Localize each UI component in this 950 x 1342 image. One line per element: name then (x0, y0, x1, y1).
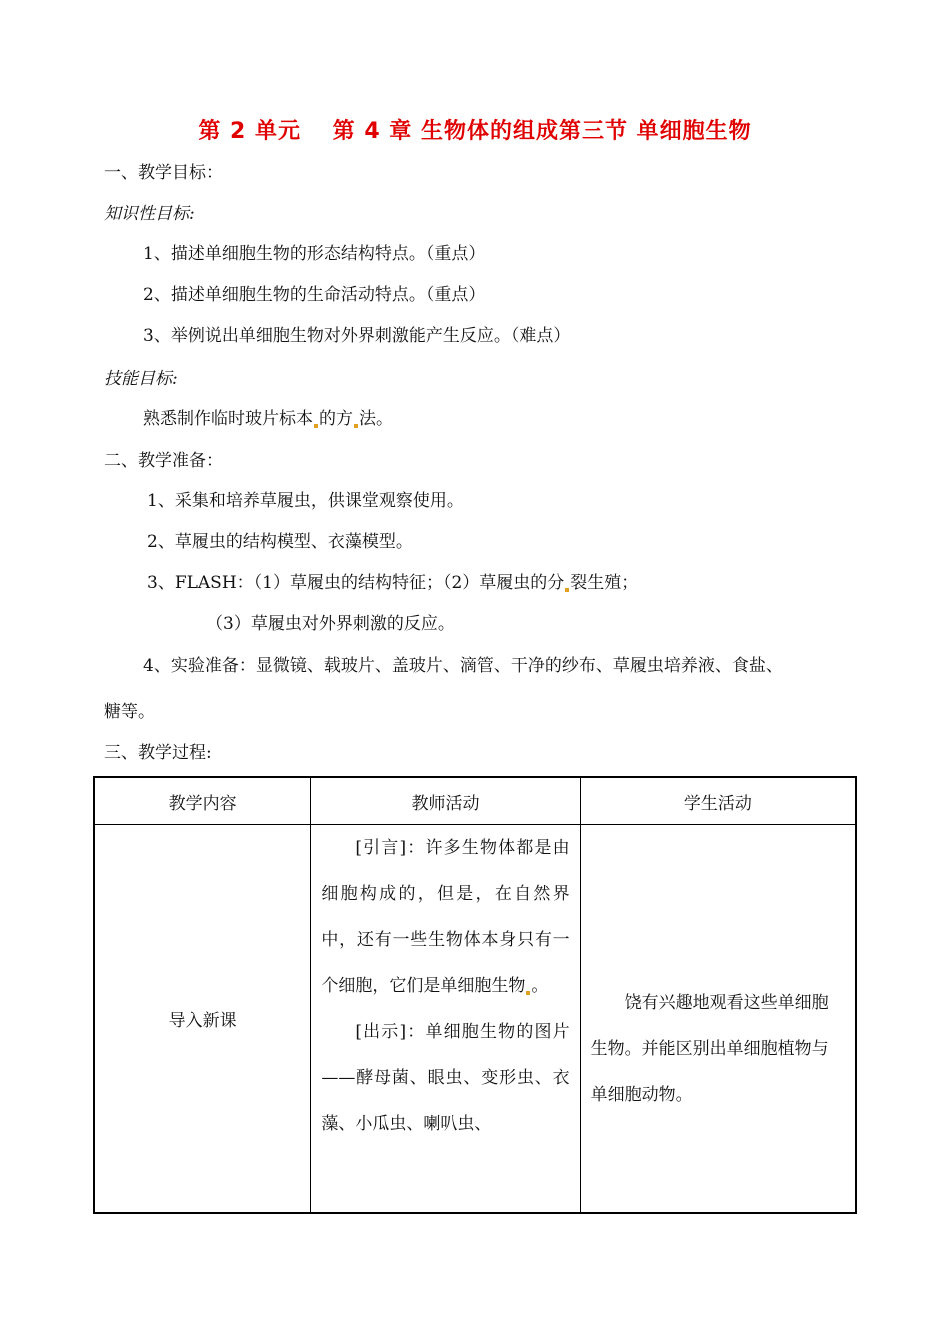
knowledge-item-1: 1、描述单细胞生物的形态结构特点。（重点） (143, 244, 486, 264)
prep-item-3-part-a: 3、FLASH：（1）草履虫的结构特征；（2）草履虫的分 (147, 573, 565, 593)
skill-item-part-c: 法。 (359, 409, 393, 429)
cell-teacher (311, 825, 580, 1214)
skill-item-part-a: 熟悉制作临时玻片标本 (143, 409, 313, 429)
table-row (94, 825, 856, 1214)
prep-item-4-line1: 4、实验准备：显微镜、载玻片、盖玻片、滴管、干净的纱布、草履虫培养液、食盐、 (143, 656, 783, 676)
skill-item (143, 408, 393, 430)
knowledge-item-3: 3、举例说出单细胞生物对外界刺激能产生反应。（难点） (143, 326, 571, 346)
cell-student (580, 825, 856, 1214)
teacher-paragraph-1 (321, 825, 569, 1009)
prep-item-4-line2: 糖等。 (104, 702, 155, 722)
prep-item-3-sub: （3）草履虫对外界刺激的反应。 (206, 614, 455, 634)
skill-goal-label: 技能目标: (104, 369, 178, 389)
header-teacher: 教师活动 (311, 777, 580, 825)
annotation-mark (354, 424, 358, 428)
knowledge-item-2: 2、描述单细胞生物的生命活动特点。（重点） (143, 285, 486, 305)
header-student: 学生活动 (580, 777, 856, 825)
teaching-process-table (93, 776, 857, 1214)
annotation-mark (526, 991, 530, 995)
section3-heading: 三、教学过程: (104, 743, 212, 763)
annotation-mark (565, 588, 569, 592)
header-content: 教学内容 (94, 777, 311, 825)
prep-item-2: 2、草履虫的结构模型、衣藻模型。 (147, 532, 413, 552)
teacher-text-1: [引言]：许多生物体都是由细胞构成的，但是，在自然界中，还有一些生物体本身只有一个细胞，它们是单细胞生物 (321, 838, 570, 996)
section2-heading: 二、教学准备： (104, 451, 223, 471)
student-paragraph: 饶有兴趣地观看这些单细胞生物。并能区别出单细胞植物与单细胞动物。 (590, 992, 829, 1105)
annotation-mark (314, 424, 318, 428)
cell-content: 导入新课 (94, 825, 311, 1214)
knowledge-goal-label: 知识性目标: (104, 204, 195, 224)
prep-item-3 (147, 572, 638, 594)
teacher-paragraph-2: [出示]：单细胞生物的图片——酵母菌、眼虫、变形虫、衣藻、小瓜虫、喇叭虫、 (321, 1022, 570, 1134)
teacher-text-1-end: 。 (531, 976, 549, 996)
section1-heading: 一、教学目标： (104, 163, 223, 183)
table-header-row (94, 777, 856, 825)
prep-item-1: 1、采集和培养草履虫，供课堂观察使用。 (147, 491, 464, 511)
page-title: 第 2 单元 第 4 章 生物体的组成第三节 单细胞生物 (198, 119, 752, 144)
skill-item-part-b: 的方 (319, 409, 353, 429)
prep-item-3-part-b: 裂生殖； (570, 573, 639, 593)
